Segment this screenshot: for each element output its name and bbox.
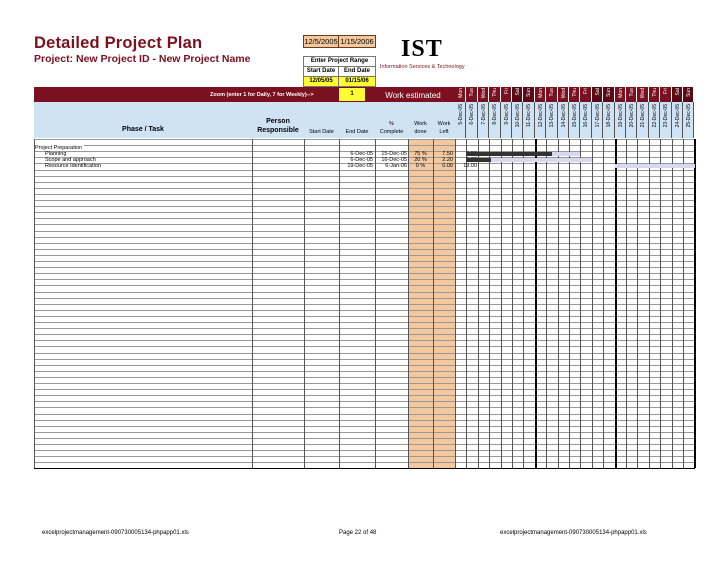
day-label: Tue <box>549 88 556 97</box>
grid-row-line <box>34 292 695 293</box>
date-header <box>660 102 671 138</box>
grid-row-line <box>34 273 695 274</box>
date-header <box>683 102 694 138</box>
grid-row-line <box>34 371 695 372</box>
day-label: Sat <box>674 88 681 96</box>
grid-row-line <box>34 365 695 366</box>
date-label: 19-Dec-05 <box>617 104 624 128</box>
grid-row-line <box>34 310 695 311</box>
gantt-col-line <box>569 139 570 468</box>
date-label: 9-Dec-05 <box>503 104 510 125</box>
grid-row-line <box>34 206 695 207</box>
grid-row-line <box>34 322 695 323</box>
gantt-col-line <box>512 139 513 468</box>
day-label: Sun <box>686 88 692 97</box>
grid-col-line <box>34 139 35 468</box>
gantt-bar-progress <box>466 152 552 156</box>
day-header <box>626 87 636 102</box>
gantt-col-line <box>466 139 467 468</box>
gantt-col-line <box>523 139 524 468</box>
date-header <box>672 102 683 138</box>
grid-row-line <box>34 194 695 195</box>
day-label: Fri <box>583 88 590 94</box>
task-percent[interactable]: 0 % <box>415 162 426 169</box>
day-label: Thu <box>572 88 578 97</box>
grid-row-line <box>34 444 695 445</box>
date-label: 17-Dec-05 <box>594 104 601 128</box>
grid-row-line <box>34 383 695 384</box>
person-header-line1: Person <box>266 118 290 125</box>
date-header <box>649 102 660 138</box>
date-label: 6-Dec-05 <box>469 104 476 125</box>
day-header <box>683 87 693 102</box>
task-name[interactable]: Planning <box>45 150 67 157</box>
gantt-col-line <box>649 139 650 468</box>
day-header <box>649 87 659 102</box>
day-header <box>523 87 533 102</box>
grid-row-line <box>34 462 695 463</box>
date-label: 21-Dec-05 <box>640 104 647 128</box>
person-header <box>252 102 305 138</box>
grid-row-line <box>34 450 695 451</box>
date-label: 5-Dec-05 <box>458 104 464 125</box>
start-date-input[interactable]: 12/05/05 <box>303 76 339 87</box>
phase-header-label: Phase / Task <box>122 126 164 133</box>
pct-header-line2: Complete <box>379 129 404 135</box>
gantt-col-line <box>694 139 696 468</box>
date-header <box>558 102 569 138</box>
day-header <box>466 87 476 102</box>
date-header <box>478 102 489 138</box>
start-header <box>304 102 340 138</box>
task-percent[interactable]: 20 % <box>414 156 427 163</box>
day-label: Wed <box>480 88 487 99</box>
day-label: Wed <box>560 88 567 99</box>
date-label: 7-Dec-05 <box>480 104 487 125</box>
grid-row-line <box>34 176 695 177</box>
date-label: 25-Dec-05 <box>686 104 692 128</box>
grid-row-line <box>34 139 695 140</box>
day-header <box>478 87 488 102</box>
day-label: Wed <box>640 88 647 99</box>
work-left-line2: Left <box>439 129 449 135</box>
date-label: 12-Dec-05 <box>537 104 544 128</box>
gantt-bar-progress <box>466 158 491 162</box>
page-title: Detailed Project Plan <box>34 34 203 52</box>
grid-row-line <box>34 432 695 433</box>
grid-row-line <box>34 340 695 341</box>
grid-row-line <box>34 401 695 402</box>
grid-row-line <box>34 389 695 390</box>
project-subtitle: Project: New Project ID - New Project Name <box>34 53 251 65</box>
task-name[interactable]: Resource Identification <box>45 162 101 169</box>
person-header-line2: Responsible <box>257 127 299 134</box>
gantt-col-line <box>660 139 661 468</box>
footer-filename-left: excelprojectmanagement-090730005134-phpapp01.xls <box>42 530 189 536</box>
work-left-header <box>433 102 456 138</box>
grid-col-line <box>252 139 253 468</box>
date-label: 14-Dec-05 <box>560 104 567 128</box>
grid-row-line <box>34 328 695 329</box>
grid-row-line <box>34 231 695 232</box>
gantt-col-line <box>489 139 490 468</box>
day-header <box>535 87 545 102</box>
grid-col-line <box>339 139 340 468</box>
date-header <box>580 102 591 138</box>
start-date-label: Start Date <box>303 66 339 77</box>
grid-row-line <box>34 243 695 244</box>
date-label: 23-Dec-05 <box>663 104 670 128</box>
day-header <box>580 87 590 102</box>
gantt-col-line <box>558 139 559 468</box>
date-header <box>603 102 614 138</box>
day-header <box>489 87 499 102</box>
grid-row-line <box>34 346 695 347</box>
day-label: Thu <box>651 88 658 97</box>
grid-row-line <box>34 267 695 268</box>
day-label: Sun <box>526 88 533 97</box>
grid-row-line <box>34 353 695 354</box>
gantt-col-line <box>535 139 537 468</box>
date-label: 18-Dec-05 <box>606 104 613 128</box>
day-label: Mon <box>458 88 464 98</box>
grid-row-line <box>34 237 695 238</box>
task-work-done[interactable]: 0.00 <box>442 162 453 169</box>
grid-col-line <box>304 139 305 468</box>
day-label: Mon <box>537 88 544 98</box>
grid-row-line <box>34 188 695 189</box>
grid-row-line <box>34 456 695 457</box>
date-label: 16-Dec-05 <box>583 104 590 128</box>
day-header <box>615 87 625 102</box>
grid-bottom <box>34 468 695 469</box>
date-header <box>546 102 557 138</box>
day-header <box>455 87 465 102</box>
task-start-date[interactable]: 19-Dec-05 <box>347 162 373 169</box>
start-header-label: Start Date <box>309 129 334 135</box>
date-label: 13-Dec-05 <box>549 104 556 128</box>
task-end-date[interactable]: 15-Dec-05 <box>381 150 407 157</box>
ist-logo: IST <box>401 36 443 62</box>
task-start-date[interactable]: 6-Dec-05 <box>350 156 373 163</box>
grid-row-line <box>34 182 695 183</box>
gantt-bar[interactable] <box>615 164 695 168</box>
grid-row-line <box>34 200 695 201</box>
grid-row-line <box>34 218 695 219</box>
task-name[interactable]: Scope and approach <box>45 156 96 163</box>
grid-row-line <box>34 316 695 317</box>
work-done-line2: done <box>414 129 427 135</box>
grid-col-line <box>375 139 376 468</box>
grid-row-line <box>34 334 695 335</box>
grid-row-line <box>34 249 695 250</box>
date-label: 11-Dec-05 <box>526 104 533 127</box>
date-header <box>615 102 626 138</box>
grid-row-line <box>34 395 695 396</box>
task-work-left[interactable]: 19.00 <box>463 162 477 169</box>
gantt-col-line <box>637 139 638 468</box>
gantt-col-line <box>546 139 547 468</box>
end-date-label: End Date <box>338 66 376 77</box>
range-start-top: 12/5/2005 <box>304 37 338 46</box>
gantt-col-line <box>478 139 479 468</box>
end-header <box>339 102 376 138</box>
day-label: Tue <box>629 88 635 97</box>
gantt-col-line <box>455 139 456 468</box>
zoom-label: Zoom (enter 1 for Daily, 7 for Weekly)--> <box>210 92 314 98</box>
date-label: 20-Dec-05 <box>629 104 635 128</box>
gantt-col-line <box>501 139 502 468</box>
footer-page-number: Page 22 of 48 <box>339 530 377 536</box>
work-left-line1: Work <box>437 121 451 127</box>
task-start-date[interactable]: 6-Dec-05 <box>350 150 373 157</box>
grid-row-line <box>34 377 695 378</box>
day-label: Tue <box>469 88 476 97</box>
enter-range-label: Enter Project Range <box>303 56 376 67</box>
day-label: Fri <box>663 88 670 94</box>
date-header <box>535 102 546 138</box>
date-header <box>466 102 477 138</box>
day-header <box>569 87 579 102</box>
day-header <box>603 87 613 102</box>
date-header <box>592 102 603 138</box>
work-estimated-label: Work estimated <box>385 91 441 100</box>
gantt-header <box>455 87 695 138</box>
grid-row-line <box>34 414 695 415</box>
date-label: 15-Dec-05 <box>572 104 578 128</box>
task-percent[interactable]: 75 % <box>414 150 427 157</box>
date-label: 22-Dec-05 <box>651 104 658 128</box>
grid-row-line <box>34 170 695 171</box>
gantt-col-line <box>592 139 593 468</box>
day-label: Mon <box>617 88 624 98</box>
zoom-input[interactable]: 1 <box>339 88 365 101</box>
grid-row-line <box>34 224 695 225</box>
date-header <box>455 102 466 138</box>
grid-row-line <box>34 407 695 408</box>
task-end-date[interactable]: 16-Dec-05 <box>381 156 407 163</box>
grid-row-line <box>34 359 695 360</box>
grid-row-line <box>34 426 695 427</box>
grid-row-line <box>34 285 695 286</box>
grid-row-line <box>34 298 695 299</box>
gantt-col-line <box>580 139 581 468</box>
day-label: Fri <box>503 88 510 94</box>
date-label: 8-Dec-05 <box>492 104 499 125</box>
date-header <box>626 102 637 138</box>
grid-row-line <box>34 420 695 421</box>
gantt-col-line <box>672 139 673 468</box>
work-done-header <box>408 102 434 138</box>
grid-row-line <box>34 261 695 262</box>
date-label: 24-Dec-05 <box>674 104 681 128</box>
section-label: Project Preparation <box>35 144 83 151</box>
task-end-date[interactable]: 6-Jan-06 <box>385 162 407 169</box>
grid-row-line <box>34 255 695 256</box>
day-header <box>637 87 647 102</box>
date-header <box>569 102 580 138</box>
day-header <box>558 87 568 102</box>
day-label: Thu <box>492 88 499 97</box>
grid-row-line <box>34 212 695 213</box>
work-done-line1: Work <box>414 121 427 127</box>
task-work-done[interactable]: 2.20 <box>442 156 453 163</box>
date-header <box>501 102 512 138</box>
gantt-col-line <box>603 139 604 468</box>
task-work-done[interactable]: 7.50 <box>442 150 453 157</box>
end-header-label: End Date <box>345 129 369 135</box>
logo-subtitle: Information Services & Technology <box>380 64 465 70</box>
date-header <box>512 102 523 138</box>
pct-header-line1: % <box>389 121 394 127</box>
day-header <box>592 87 602 102</box>
day-label: Sat <box>594 88 601 96</box>
pct-header <box>375 102 409 138</box>
end-date-input[interactable]: 01/15/06 <box>338 76 376 87</box>
gantt-col-line <box>626 139 627 468</box>
day-header <box>546 87 556 102</box>
day-header <box>501 87 511 102</box>
grid-row-line <box>34 438 695 439</box>
range-end-top: 1/15/2006 <box>338 35 376 48</box>
day-label: Sat <box>515 88 521 96</box>
grid-row-line <box>34 145 695 146</box>
day-header <box>512 87 522 102</box>
day-label: Sun <box>606 88 613 97</box>
day-header <box>672 87 682 102</box>
date-header <box>523 102 534 138</box>
grid-row-line <box>34 304 695 305</box>
footer-filename-right: excelprojectmanagement-090730005134-phpapp01.xls <box>500 530 647 536</box>
phase-header <box>34 102 253 138</box>
gantt-col-line <box>683 139 684 468</box>
grid-row-line <box>34 279 695 280</box>
grid-col-line <box>408 139 409 468</box>
gantt-col-line <box>615 139 617 468</box>
grid-col-line <box>433 139 434 468</box>
task-grid <box>34 139 695 470</box>
date-label: 10-Dec-05 <box>515 104 521 128</box>
date-header <box>489 102 500 138</box>
date-header <box>637 102 648 138</box>
day-header <box>660 87 670 102</box>
